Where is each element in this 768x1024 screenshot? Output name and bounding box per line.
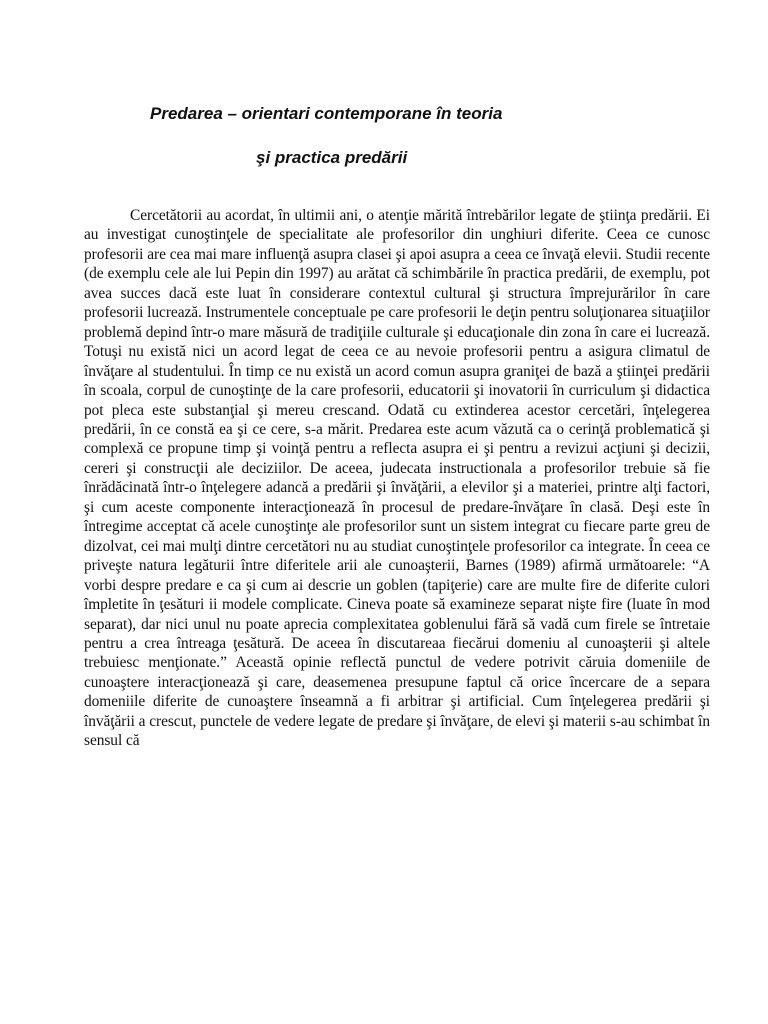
body-paragraph: Cercetătorii au acordat, în ultimii ani, o atenţie mărită întrebărilor legate de ştiinţa predării. Ei au investigat cunoştinţele de specialitate ale profesorilor din unghiuri diferite. Ceea ce cunosc profesorii are cea mai mare influenţă asupra clasei şi apoi asupra a ceea ce învaţă elevii. Studii recente (de exemplu cele ale lui Pepin din 1997) au arătat că schimbările în practica predării, de exemplu, pot avea succes dacă este luat în considerare contextul cultural şi structura împrejurărilor în care profesorii lucrează. Instrumentele conceptuale pe care profesorii le deţin pentru soluţionarea situaţiilor problemă depind într-o mare măsură de tradiţiile culturale şi educaţionale din zona în care ei lucrează. Totuşi nu există nici un acord legat de ceea ce au nevoie profesorii pentru a asigura climatul de învăţare al studentului. În timp ce nu există un acord comun asupra graniţei de bază a ştiinţei predării în scoala, corpul de cunoştinţe de la care profesorii, educatorii şi inovatorii în curriculum şi didactica pot pleca este substanţial şi mereu crescand. Odată cu extinderea acestor cercetări, înţelegerea predării, în ce constă ea şi ce cere, s-a mărit. Predarea este acum văzută ca o cerinţă problematică şi complexă ce propune timp şi voinţă pentru a reflecta asupra ei şi pentru a revizui acţiuni şi decizii, cereri şi construcţii ale deciziilor. De aceea, judecata instructionala a profesorilor trebuie să fie înrădăcinată într-o înţelegere adancă a predării şi învăţării, a elevilor şi a materiei, printre alţi factori, şi cum aceste componente interacţionează în procesul de predare-învăţare în clasă. Deşi este în întregime acceptat că acele cunoştinţe ale profesorilor sunt un sistem integrat cu fiecare parte greu de dizolvat, cei mai mulţi dintre cercetători nu au studiat cunoştinţele profesorilor ca integrate. În ceea ce priveşte natura legăturii între diferitele arii ale cunoaşterii, Barnes (1989) afirmă următoarele: “A vorbi despre predare e ca şi cum ai descrie un goblen (tapiţerie) care are multe fire de diferite culori împletite în ţesături ii modele complicate. Cineva poate să examineze separat nişte fire (luate în mod separat), dar nici unul nu poate aprecia complexitatea goblenului fără să vadă cum firele se întretaie pentru a crea întreaga ţesătură. De aceea în discutareaa fiecărui domeniu al cunoaşterii şi altele trebuiesc menţionate.” Această opinie reflectă punctul de vedere potrivit căruia domeniile de cunoaştere interacţionează şi care, deasemenea presupune faptul că orice încercare de a separa domeniile diferite de cunoaştere înseamnă a fi arbitrar şi artificial. Cum înţelegerea predării şi învăţării a crescut, punctele de vedere legate de predare şi învăţare, de elevi şi materii s-au schimbat în sensul că <box>84 207 710 750</box>
document-title-line-1: Predarea – orientari contemporane în teoria <box>150 104 503 123</box>
document-title-line-2: şi practica predării <box>256 148 408 167</box>
